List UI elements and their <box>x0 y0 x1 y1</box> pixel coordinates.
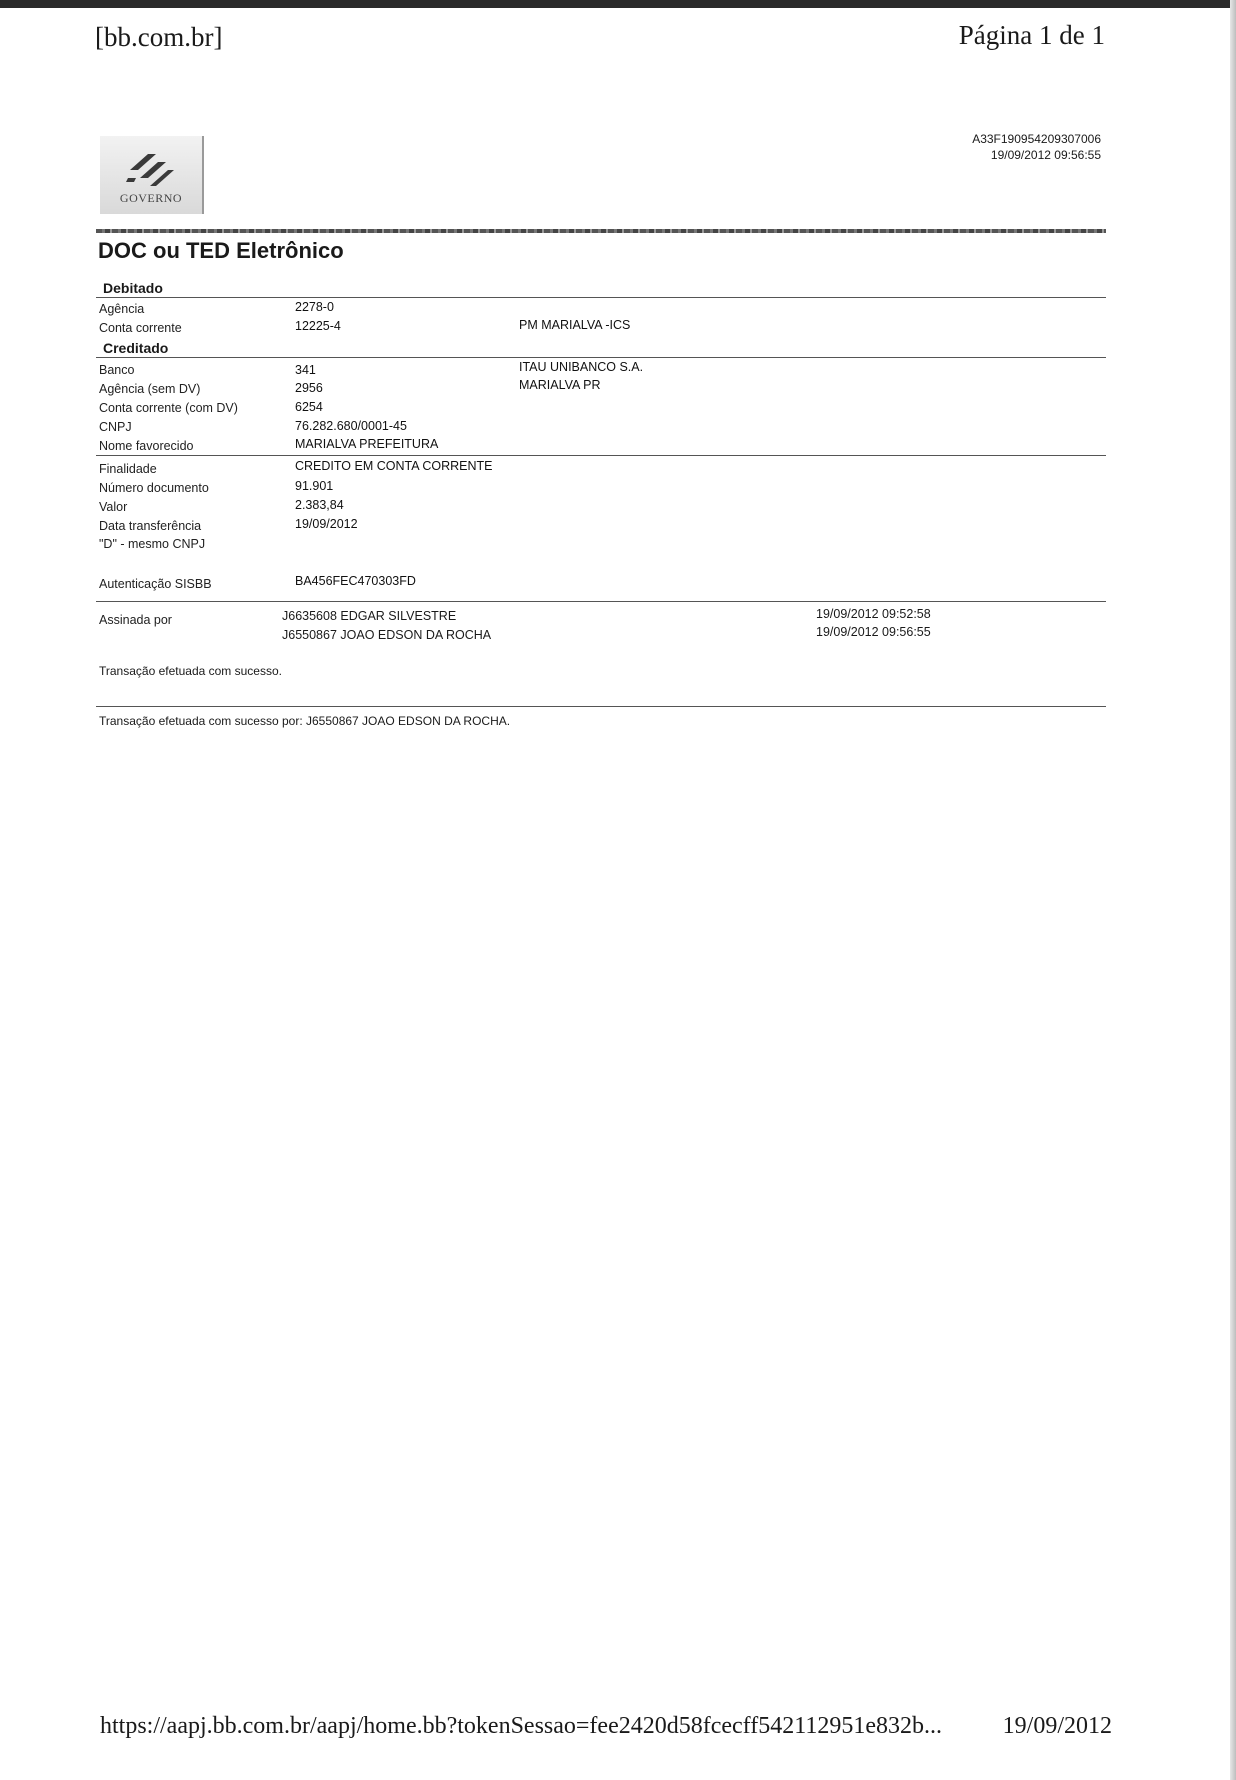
field-value: 76.282.680/0001-45 <box>295 419 407 433</box>
field-value: CREDITO EM CONTA CORRENTE <box>295 459 493 473</box>
transaction-info <box>972 131 1101 163</box>
authentication-code: BA456FEC470303FD <box>295 574 416 588</box>
logo-label: GOVERNO <box>119 191 183 205</box>
field-value: 2956 <box>295 381 323 395</box>
field-label: "D" - mesmo CNPJ <box>99 537 206 551</box>
field-value: 2.383,84 <box>295 498 344 512</box>
page-title: DOC ou TED Eletrônico <box>98 238 344 263</box>
field-value: 12225-4 <box>295 319 341 333</box>
signer-name: J6550867 JOAO EDSON DA ROCHA <box>282 628 492 642</box>
page-number: Página 1 de 1 <box>958 20 1105 50</box>
field-value: 341 <box>295 363 316 377</box>
signer-datetime: 19/09/2012 09:56:55 <box>816 625 931 639</box>
field-label: Banco <box>99 363 135 377</box>
signer-name: J6635608 EDGAR SILVESTRE <box>282 609 457 623</box>
field-value: 91.901 <box>295 479 334 493</box>
signatures-divider <box>96 601 1106 602</box>
field-label: CNPJ <box>99 420 132 434</box>
bank-name: ITAU UNIBANCO S.A. <box>519 360 644 374</box>
section-debitado: Debitado <box>103 280 163 296</box>
bank-logo <box>100 136 204 214</box>
header-divider <box>96 229 1106 233</box>
print-date: 19/09/2012 <box>1002 1713 1112 1739</box>
bb-logo-icon <box>126 148 176 188</box>
field-label: Agência (sem DV) <box>99 382 201 396</box>
field-value: 2278-0 <box>295 300 334 314</box>
status-message: Transação efetuada com sucesso. <box>99 664 282 678</box>
status-by: Transação efetuada com sucesso por: J6550867 JOAO EDSON DA ROCHA. <box>99 714 511 728</box>
field-label: Número documento <box>99 481 209 495</box>
signer-datetime: 19/09/2012 09:52:58 <box>816 607 931 621</box>
page-url: https://aapj.bb.com.br/aapj/home.bb?tokenSessao=fee2420d58fcecff542112951e832b... <box>100 1713 942 1739</box>
section-creditado: Creditado <box>103 340 169 356</box>
debitado-divider <box>96 297 1106 298</box>
field-label: Data transferência <box>99 519 202 533</box>
field-value: 19/09/2012 <box>295 517 358 531</box>
scan-top-border <box>0 0 1236 8</box>
scan-right-edge <box>1230 0 1236 1780</box>
details-divider <box>96 455 1106 456</box>
site-name: [bb.com.br] <box>95 22 223 52</box>
field-value: 6254 <box>295 400 323 414</box>
field-label: Conta corrente (com DV) <box>99 401 238 415</box>
transaction-datetime: 19/09/2012 09:56:55 <box>990 148 1101 162</box>
field-label: Nome favorecido <box>99 439 194 453</box>
field-label: Valor <box>99 500 128 514</box>
field-label: Finalidade <box>99 462 157 476</box>
field-label: Conta corrente <box>99 321 182 335</box>
field-value: MARIALVA PREFEITURA <box>295 437 439 451</box>
branch-city: MARIALVA PR <box>519 378 601 392</box>
transaction-id: A33F190954209307006 <box>972 132 1101 146</box>
field-label: Assinada por <box>99 613 172 627</box>
account-holder: PM MARIALVA -ICS <box>519 318 631 332</box>
status-divider <box>96 706 1106 707</box>
field-label: Agência <box>99 302 145 316</box>
creditado-divider <box>96 357 1106 358</box>
field-label: Autenticação SISBB <box>99 577 212 591</box>
